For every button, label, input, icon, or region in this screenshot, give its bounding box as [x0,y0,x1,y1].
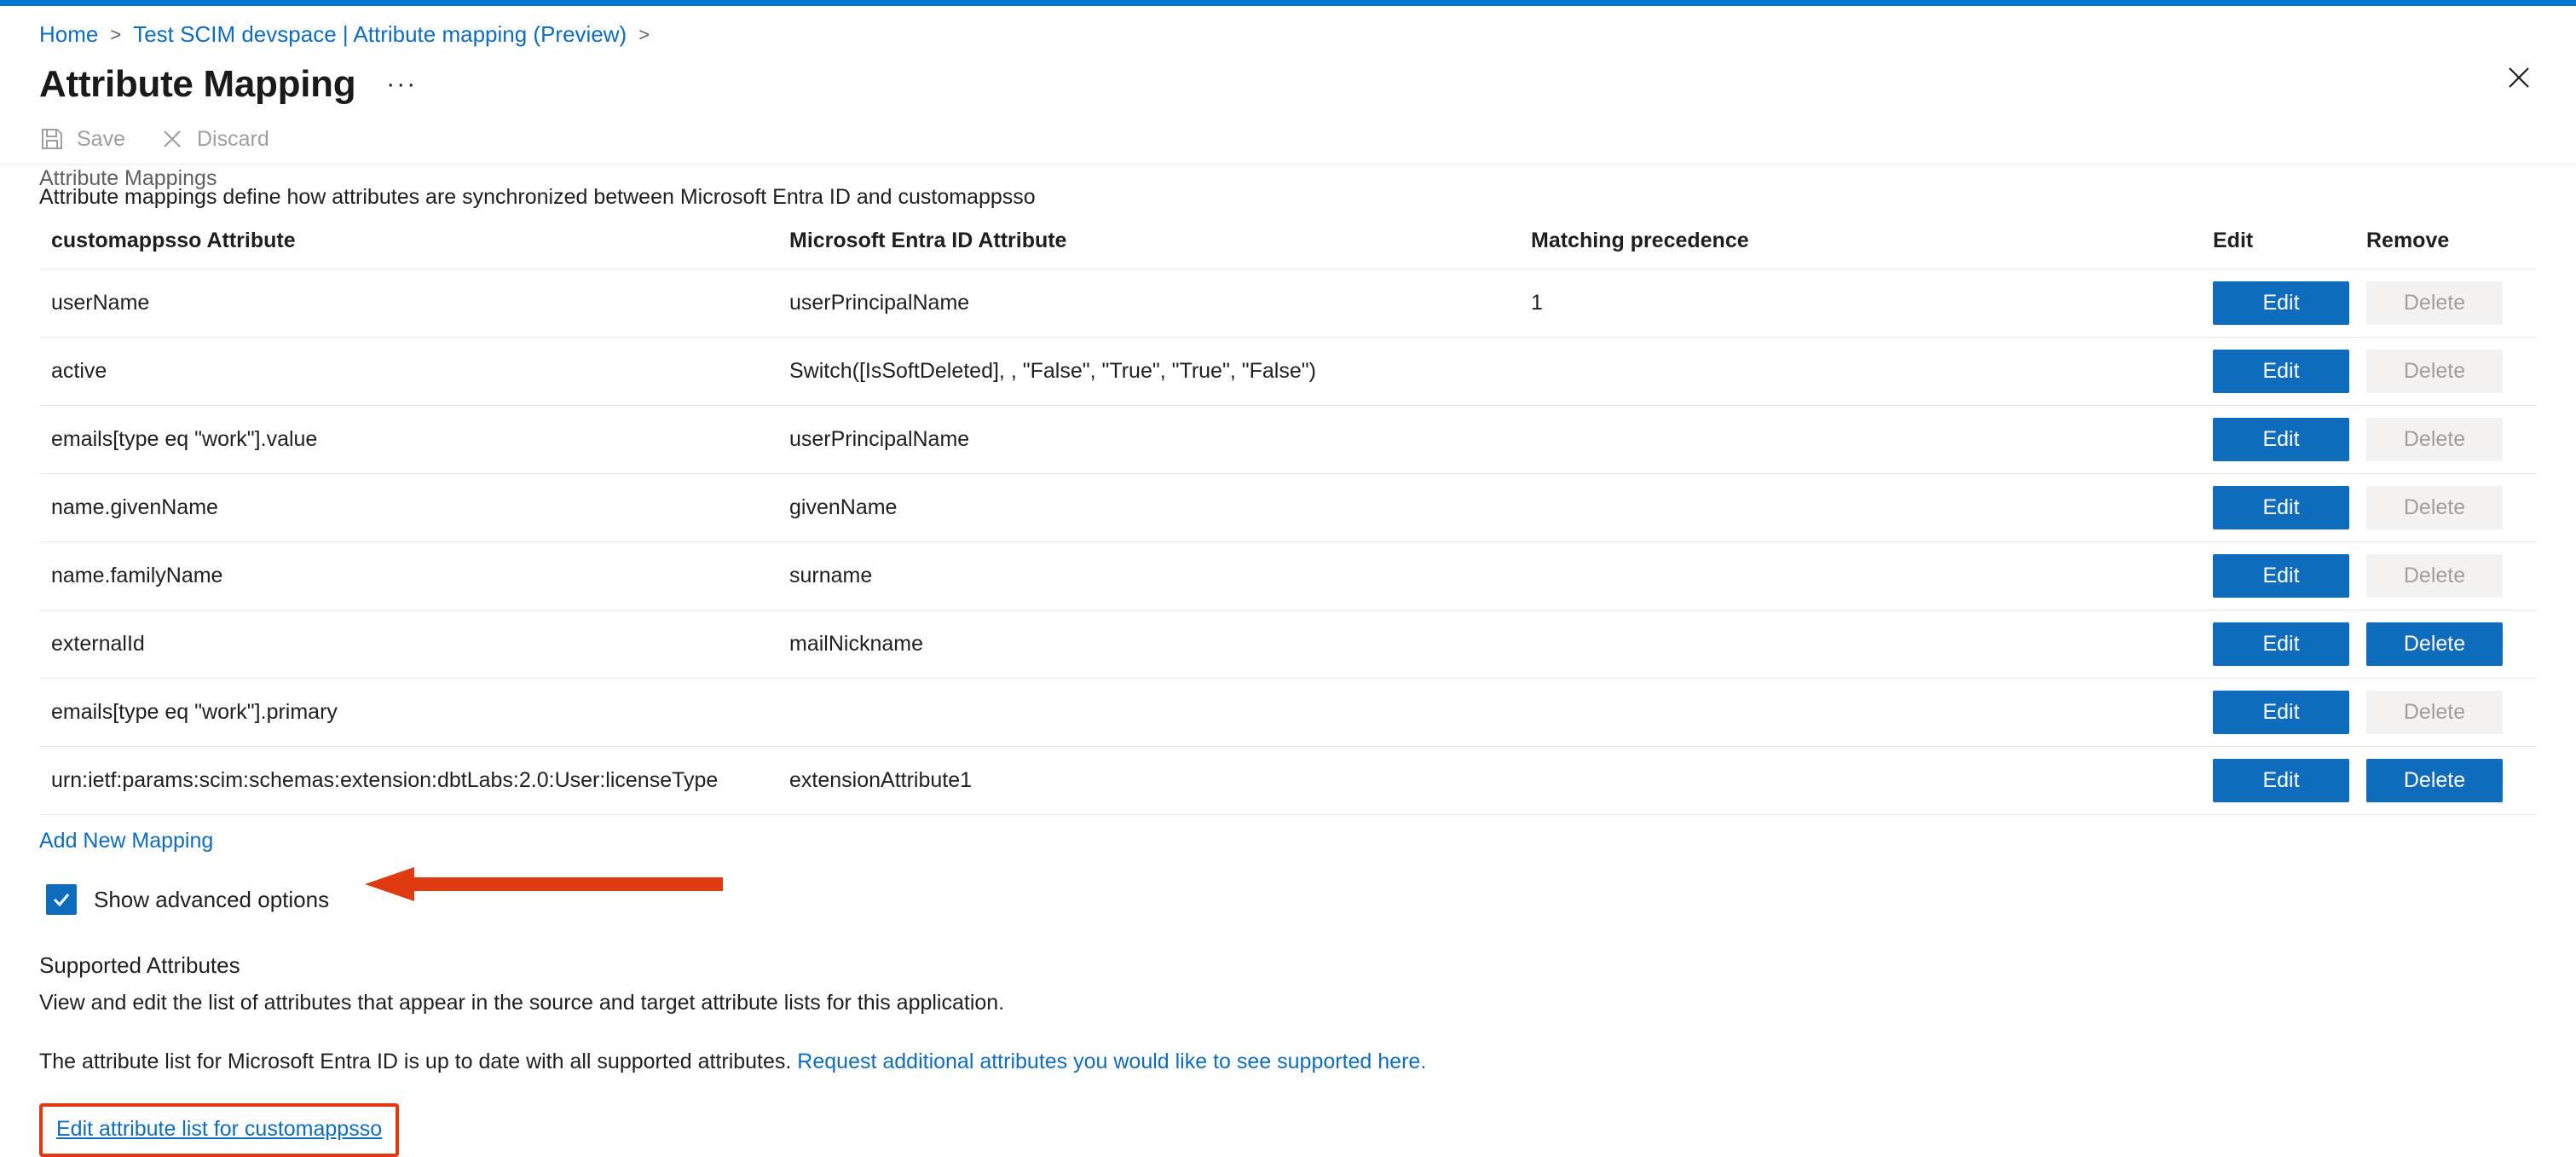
table-row [39,747,2537,815]
cell-source: userName [39,269,789,338]
delete-button: Delete [2366,486,2503,529]
more-options-button[interactable]: ··· [386,70,418,98]
cell-target: userPrincipalName [789,406,1531,474]
edit-button[interactable]: Edit [2213,350,2349,393]
attribute-mapping-table [39,229,2537,815]
table-row [39,542,2537,610]
close-icon[interactable] [2501,60,2537,95]
cell-precedence [1531,406,2213,474]
table-row [39,406,2537,474]
save-button[interactable] [39,126,125,152]
column-header-edit: Edit [2213,229,2366,269]
page-title: Attribute Mapping [39,63,356,105]
cell-source: name.givenName [39,474,789,542]
edit-button[interactable]: Edit [2213,622,2349,666]
delete-button[interactable]: Delete [2366,759,2503,802]
top-accent-bar [0,0,2576,6]
supported-attributes-title: Supported Attributes [39,952,240,978]
table-header-row [39,229,2537,269]
request-attributes-link[interactable]: Request additional attributes you would like to see supported here. [797,1050,1427,1073]
cell-source: urn:ietf:params:scim:schemas:extension:dbtLabs:2.0:User:licenseType [39,747,789,815]
delete-button: Delete [2366,418,2503,461]
supported-attributes-description: View and edit the list of attributes that appear in the source and target attribute lists for this application. [39,991,1005,1015]
cell-source: emails[type eq "work"].value [39,406,789,474]
delete-button: Delete [2366,691,2503,734]
delete-button: Delete [2366,350,2503,393]
show-advanced-options-row [39,853,2537,915]
table-row [39,610,2537,679]
cell-target: mailNickname [789,610,1531,679]
discard-button[interactable] [159,126,269,152]
cell-precedence [1531,542,2213,610]
cell-target [789,679,1531,747]
cell-target: userPrincipalName [789,269,1531,338]
column-header-target: Microsoft Entra ID Attribute [789,229,1531,269]
cell-source: name.familyName [39,542,789,610]
cell-precedence [1531,610,2213,679]
cancel-icon [159,126,185,152]
cell-precedence [1531,474,2213,542]
breadcrumb [0,6,2576,48]
cell-target: Switch([IsSoftDeleted], , "False", "True", "True", "False") [789,338,1531,406]
table-row [39,474,2537,542]
edit-button[interactable]: Edit [2213,554,2349,598]
supported-attributes-note [39,1015,2537,1074]
cell-precedence: 1 [1531,269,2213,338]
delete-button[interactable]: Delete [2366,622,2503,666]
edit-button[interactable]: Edit [2213,486,2349,529]
table-row [39,679,2537,747]
command-bar [0,106,2576,165]
supported-note-text: The attribute list for Microsoft Entra ID is up to date with all supported attributes. [39,1050,798,1073]
breadcrumb-item-devspace[interactable]: Test SCIM devspace | Attribute mapping (Preview) [133,21,627,47]
show-advanced-options-checkbox[interactable] [46,884,77,915]
edit-attribute-list-highlight [39,1103,399,1157]
edit-button[interactable]: Edit [2213,281,2349,325]
cell-precedence [1531,679,2213,747]
save-icon [39,126,65,152]
breadcrumb-separator-icon-2: > [638,23,650,45]
cell-target: surname [789,542,1531,610]
cell-target: extensionAttribute1 [789,747,1531,815]
annotation-arrow-left [365,867,723,901]
show-advanced-options-label[interactable]: Show advanced options [94,886,330,912]
breadcrumb-separator-icon: > [110,23,122,45]
edit-attribute-list-link[interactable]: Edit attribute list for customappsso [56,1117,383,1141]
cell-target: givenName [789,474,1531,542]
attribute-mapping-panel [0,6,2576,1157]
column-header-source: customappsso Attribute [39,229,789,269]
discard-button-label: Discard [196,126,269,151]
cell-precedence [1531,747,2213,815]
edit-button[interactable]: Edit [2213,691,2349,734]
cell-source: externalId [39,610,789,679]
cell-source: active [39,338,789,406]
column-header-remove: Remove [2366,229,2537,269]
save-button-label: Save [77,126,125,151]
mapping-content [0,165,2576,1157]
title-row [0,48,2576,106]
cell-precedence [1531,338,2213,406]
table-row [39,338,2537,406]
section-heading-partial: Attribute Mappings [39,166,217,190]
table-row [39,269,2537,338]
delete-button: Delete [2366,281,2503,325]
delete-button: Delete [2366,554,2503,598]
add-new-mapping-link[interactable]: Add New Mapping [39,829,214,853]
edit-button[interactable]: Edit [2213,759,2349,802]
edit-button[interactable]: Edit [2213,418,2349,461]
intro-text: Attribute mappings define how attributes are synchronized between Microsoft Entra ID and customappsso [39,185,1036,209]
cell-source: emails[type eq "work"].primary [39,679,789,747]
column-header-precedence: Matching precedence [1531,229,2213,269]
breadcrumb-item-home[interactable]: Home [39,21,99,47]
